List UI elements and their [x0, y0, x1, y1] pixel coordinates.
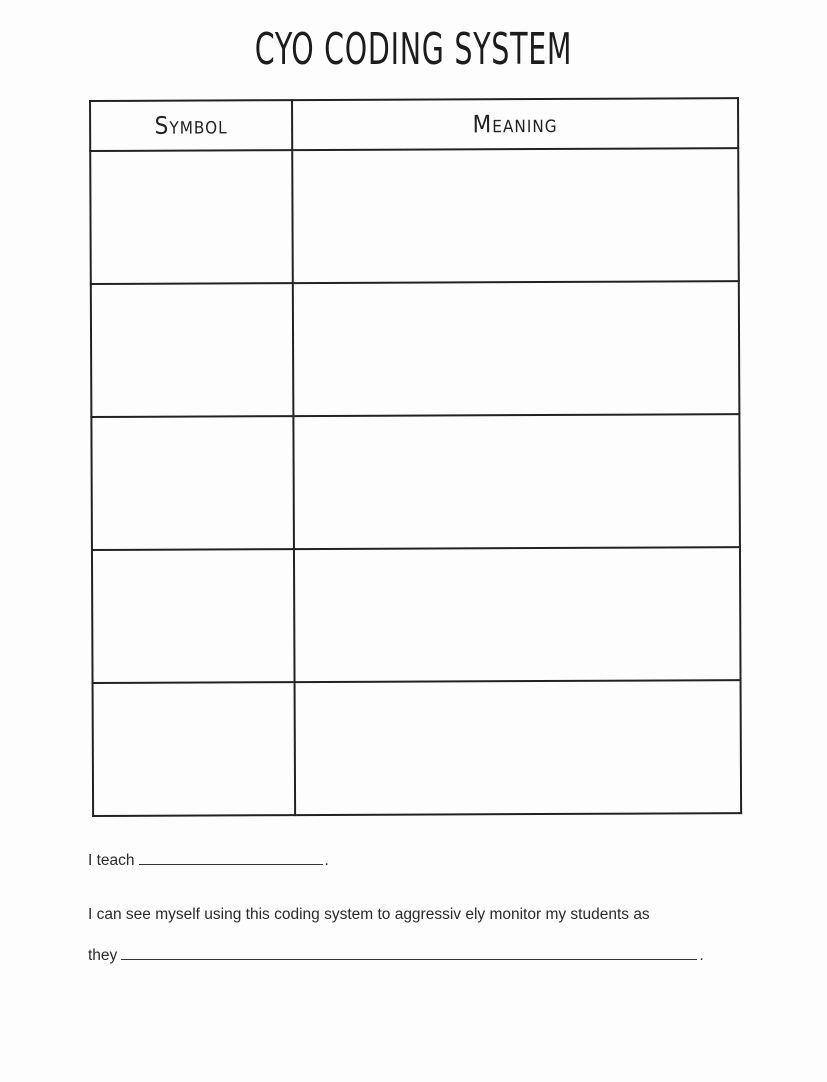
- symbol-cell[interactable]: [93, 682, 296, 816]
- table-row: [93, 680, 742, 816]
- they-period: .: [699, 947, 704, 964]
- meaning-cell[interactable]: [293, 414, 740, 549]
- symbol-cell[interactable]: [91, 416, 294, 550]
- meaning-cell[interactable]: [294, 547, 741, 682]
- symbol-cell[interactable]: [91, 283, 294, 417]
- teach-label: I teach: [88, 852, 135, 869]
- coding-table: [89, 97, 742, 817]
- table-row: [92, 547, 741, 683]
- table-header-row: [90, 98, 738, 151]
- teach-prompt: [88, 852, 329, 870]
- table-row: [91, 414, 740, 550]
- they-prompt: [88, 947, 704, 965]
- they-label: they: [88, 947, 118, 964]
- meaning-cell[interactable]: [295, 680, 742, 815]
- meaning-column-header: Meaning: [292, 98, 738, 150]
- symbol-cell[interactable]: [92, 549, 295, 683]
- meaning-cell[interactable]: [293, 281, 740, 416]
- statement-line: I can see myself using this coding system to aggressiv ely monitor my students as: [88, 906, 650, 923]
- teach-blank[interactable]: [139, 862, 323, 865]
- meaning-cell[interactable]: [292, 148, 739, 283]
- table-row: [90, 148, 739, 284]
- symbol-column-header: Symbol: [90, 100, 292, 151]
- table-row: [91, 281, 740, 417]
- page-title: CYO CODING SYSTEM: [254, 24, 573, 75]
- teach-period: .: [324, 852, 329, 869]
- symbol-cell[interactable]: [90, 150, 293, 284]
- they-blank[interactable]: [121, 957, 697, 960]
